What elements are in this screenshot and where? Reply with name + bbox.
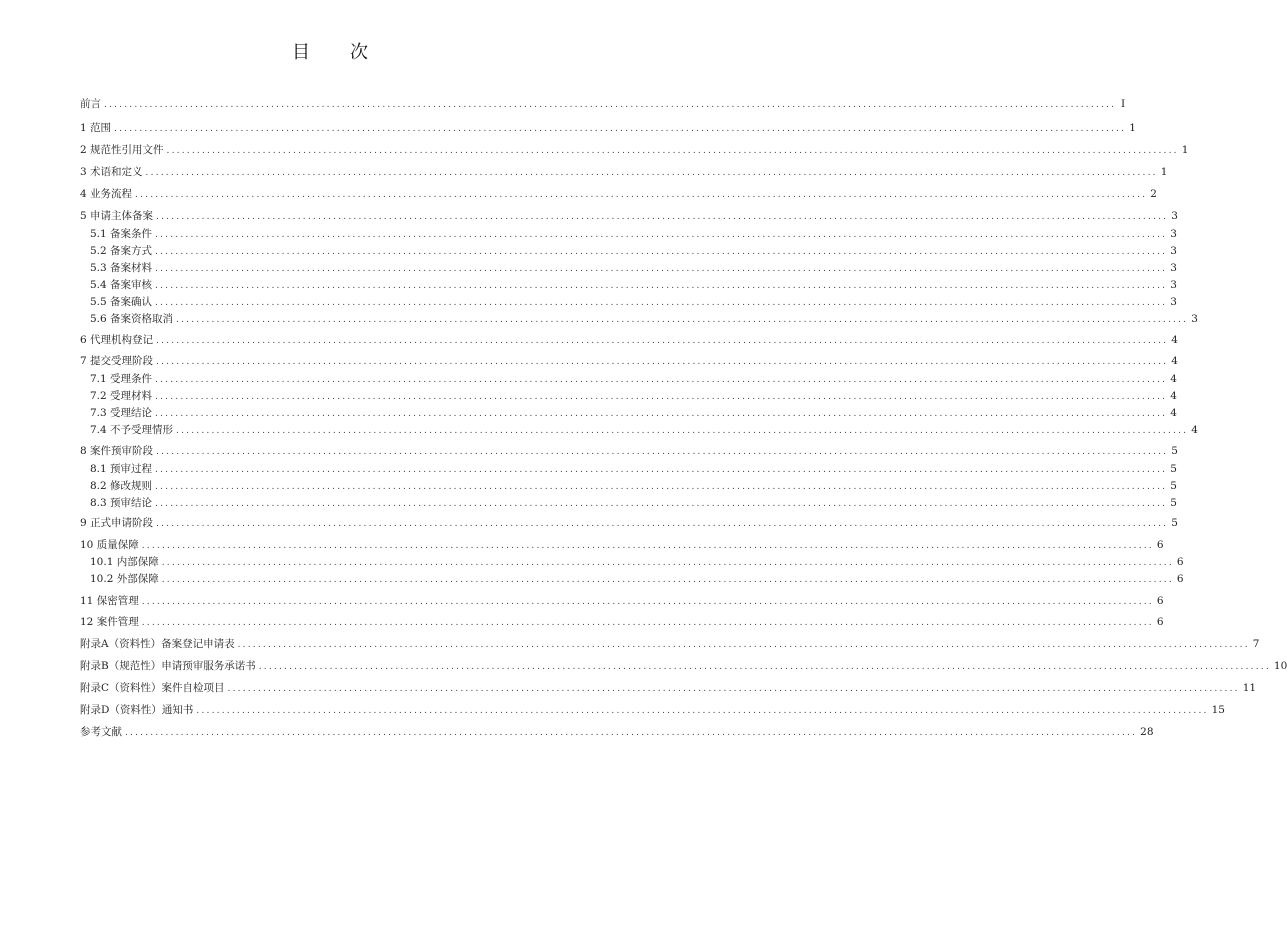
toc-entry[interactable] — [80, 637, 1260, 651]
toc-entry-label: 5.6 备案资格取消 — [90, 313, 174, 325]
dot-leader: ........................................................................................................................................................................................................ — [156, 519, 1169, 529]
toc-entry[interactable] — [90, 227, 1177, 241]
toc-entry[interactable] — [80, 538, 1164, 552]
toc-entry[interactable] — [90, 372, 1177, 386]
toc-entry-label: 附录A（资料性）备案登记申请表 — [80, 638, 235, 650]
toc-entry-label: 7 提交受理阶段 — [80, 355, 154, 367]
toc-entry-page-number: 5 — [1171, 445, 1178, 457]
toc-entry-label: 7.4 不予受理情形 — [90, 424, 174, 436]
toc-entry-page-number: 28 — [1140, 726, 1154, 738]
toc-entry[interactable] — [80, 333, 1178, 347]
dot-leader: ........................................................................................................................................................................................................ — [237, 640, 1250, 650]
toc-entry-label: 5.3 备案材料 — [90, 262, 153, 274]
toc-entry-label: 5.5 备案确认 — [90, 296, 153, 308]
toc-entry[interactable] — [90, 389, 1177, 403]
toc-entry-page-number: 3 — [1170, 279, 1177, 291]
toc-entry-page-number: 7 — [1252, 638, 1260, 650]
toc-entry-label: 5.2 备案方式 — [90, 245, 153, 257]
toc-entry-label: 8.2 修改规则 — [90, 480, 153, 492]
toc-entry-page-number: 5 — [1170, 497, 1177, 509]
toc-entry[interactable] — [90, 462, 1177, 476]
toc-entry-label: 参考文献 — [80, 726, 122, 738]
dot-leader: ........................................................................................................................................................................................................ — [156, 336, 1169, 346]
dot-leader: ........................................................................................................................................................................................................ — [155, 264, 1168, 274]
toc-entry-label: 1 范围 — [80, 122, 112, 134]
toc-entry[interactable] — [90, 244, 1177, 258]
dot-leader: ........................................................................................................................................................................................................ — [161, 575, 1174, 585]
toc-entry[interactable] — [90, 555, 1184, 569]
dot-leader: ........................................................................................................................................................................................................ — [156, 357, 1169, 367]
toc-entry-page-number: 6 — [1156, 539, 1164, 551]
toc-entry-label: 5 申请主体备案 — [80, 210, 154, 222]
toc-entry-page-number: 3 — [1171, 210, 1178, 222]
toc-entry-label: 9 正式申请阶段 — [80, 517, 154, 529]
dot-leader: ........................................................................................................................................................................................................ — [155, 375, 1168, 385]
toc-entry-page-number: 6 — [1176, 573, 1184, 585]
dot-leader: ........................................................................................................................................................................................................ — [155, 482, 1168, 492]
toc-entry[interactable] — [90, 261, 1177, 275]
toc-entry-label: 附录C（资料性）案件自检项目 — [80, 682, 225, 694]
toc-entry-page-number: 3 — [1170, 296, 1177, 308]
dot-leader: ........................................................................................................................................................................................................ — [155, 409, 1168, 419]
toc-entry[interactable] — [80, 703, 1225, 717]
toc-entry[interactable] — [80, 594, 1164, 608]
dot-leader: ........................................................................................................................................................................................................ — [135, 190, 1148, 200]
page-title — [0, 38, 662, 64]
dot-leader: ........................................................................................................................................................................................................ — [155, 247, 1168, 257]
toc-entry-page-number: 4 — [1191, 424, 1198, 436]
toc-entry-label: 7.1 受理条件 — [90, 373, 153, 385]
toc-entry[interactable] — [90, 312, 1198, 326]
toc-entry[interactable] — [90, 295, 1177, 309]
toc-entry-label: 7.3 受理结论 — [90, 407, 153, 419]
dot-leader: ........................................................................................................................................................................................................ — [141, 618, 1154, 628]
toc-entry[interactable] — [90, 479, 1177, 493]
toc-entry[interactable] — [80, 725, 1154, 739]
toc-entry[interactable] — [80, 165, 1168, 179]
toc-entry-page-number: 4 — [1171, 355, 1178, 367]
toc-entry-page-number: 6 — [1156, 595, 1164, 607]
toc-entry-page-number: 4 — [1170, 407, 1177, 419]
dot-leader: ........................................................................................................................................................................................................ — [155, 499, 1168, 509]
dot-leader: ........................................................................................................................................................................................................ — [161, 558, 1174, 568]
toc-entry-page-number: 6 — [1156, 616, 1164, 628]
toc-entry-label: 8 案件预审阶段 — [80, 445, 154, 457]
toc-entry-label: 附录D（资料性）通知书 — [80, 704, 194, 716]
toc-entry-page-number: 1 — [1129, 122, 1136, 134]
toc-entry-page-number: 2 — [1150, 188, 1157, 200]
toc-entry-page-number: 4 — [1171, 334, 1178, 346]
toc-entry[interactable] — [80, 143, 1189, 157]
toc-entry[interactable] — [90, 406, 1177, 420]
title-left-char: 目 — [292, 42, 312, 63]
toc-entry-label: 5.1 备案条件 — [90, 228, 153, 240]
title-right-char: 次 — [350, 42, 370, 63]
dot-leader: ........................................................................................................................................................................................................ — [196, 706, 1209, 716]
dot-leader: ........................................................................................................................................................................................................ — [176, 426, 1189, 436]
dot-leader: ........................................................................................................................................................................................................ — [155, 230, 1168, 240]
toc-entry[interactable] — [90, 572, 1184, 586]
toc-entry-page-number: 3 — [1170, 245, 1177, 257]
toc-entry-label: 2 规范性引用文件 — [80, 144, 164, 156]
toc-entry[interactable] — [80, 444, 1178, 458]
dot-leader: ........................................................................................................................................................................................................ — [141, 541, 1154, 551]
toc-entry[interactable] — [80, 121, 1136, 135]
toc-entry-label: 8.1 预审过程 — [90, 463, 153, 475]
toc-entry-label: 10.1 内部保障 — [90, 556, 159, 568]
toc-entry-page-number: 4 — [1170, 373, 1177, 385]
dot-leader: ........................................................................................................................................................................................................ — [227, 684, 1240, 694]
toc-entry-page-number: I — [1121, 98, 1126, 110]
dot-leader: ........................................................................................................................................................................................................ — [155, 465, 1168, 475]
toc-entry-page-number: 5 — [1170, 463, 1177, 475]
toc-entry-label: 4 业务流程 — [80, 188, 133, 200]
dot-leader: ........................................................................................................................................................................................................ — [155, 298, 1168, 308]
dot-leader: ........................................................................................................................................................................................................ — [155, 281, 1168, 291]
dot-leader: ........................................................................................................................................................................................................ — [125, 728, 1138, 738]
dot-leader: ........................................................................................................................................................................................................ — [166, 146, 1179, 156]
toc-entry-page-number: 6 — [1176, 556, 1184, 568]
toc-entry-label: 12 案件管理 — [80, 616, 139, 628]
toc-entry-page-number: 3 — [1170, 228, 1177, 240]
toc-entry-label: 3 术语和定义 — [80, 166, 143, 178]
dot-leader: ........................................................................................................................................................................................................ — [145, 168, 1158, 178]
toc-entry-page-number: 4 — [1170, 390, 1177, 402]
toc-entry-page-number: 10 — [1273, 660, 1287, 672]
toc-entry[interactable] — [80, 187, 1157, 201]
toc-entry-page-number: 5 — [1170, 480, 1177, 492]
toc-entry-label: 11 保密管理 — [80, 595, 139, 607]
toc-entry-page-number: 3 — [1170, 262, 1177, 274]
dot-leader: ........................................................................................................................................................................................................ — [155, 392, 1168, 402]
toc-entry-label: 8.3 预审结论 — [90, 497, 153, 509]
toc-entry[interactable] — [90, 496, 1177, 510]
toc-entry[interactable] — [80, 209, 1178, 223]
toc-entry-page-number: 5 — [1171, 517, 1178, 529]
toc-entry[interactable] — [90, 423, 1198, 437]
toc-entry[interactable] — [80, 615, 1164, 629]
dot-leader: ........................................................................................................................................................................................................ — [141, 597, 1154, 607]
toc-entry-label: 7.2 受理材料 — [90, 390, 153, 402]
toc-entry-label: 6 代理机构登记 — [80, 334, 154, 346]
dot-leader: ........................................................................................................................................................................................................ — [156, 212, 1169, 222]
toc-entry[interactable] — [80, 516, 1178, 530]
dot-leader: ........................................................................................................................................................................................................ — [156, 447, 1169, 457]
toc-entry[interactable] — [80, 354, 1178, 368]
toc-entry-page-number: 3 — [1191, 313, 1198, 325]
dot-leader: ........................................................................................................................................................................................................ — [104, 100, 1117, 110]
toc-entry[interactable] — [80, 659, 1287, 673]
toc-entry[interactable] — [80, 97, 1126, 111]
toc-entry-label: 5.4 备案审核 — [90, 279, 153, 291]
dot-leader: ........................................................................................................................................................................................................ — [176, 315, 1189, 325]
dot-leader: ........................................................................................................................................................................................................ — [258, 662, 1271, 672]
toc-entry-page-number: 1 — [1160, 166, 1168, 178]
toc-entry-label: 前言 — [80, 98, 101, 110]
toc-entry-label: 10.2 外部保障 — [90, 573, 159, 585]
toc-entry-label: 10 质量保障 — [80, 539, 139, 551]
toc-entry[interactable] — [80, 681, 1257, 695]
toc-entry-label: 附录B（规范性）申请预审服务承诺书 — [80, 660, 256, 672]
toc-entry-page-number: 11 — [1242, 682, 1257, 694]
toc-entry[interactable] — [90, 278, 1177, 292]
dot-leader: ........................................................................................................................................................................................................ — [114, 124, 1127, 134]
toc-entry-page-number: 1 — [1181, 144, 1189, 156]
toc-entry-page-number: 15 — [1211, 704, 1225, 716]
